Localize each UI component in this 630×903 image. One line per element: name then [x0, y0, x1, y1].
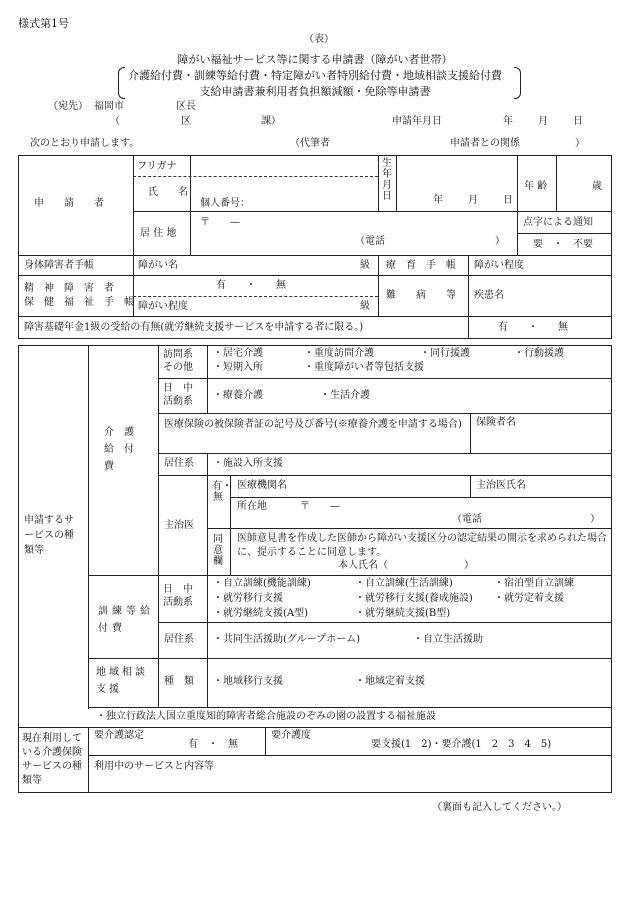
nanbyo-label: 難 病 等	[386, 290, 456, 301]
clinic-name-label: 医療機関名	[237, 480, 287, 491]
birth-month: 月	[468, 195, 478, 206]
furigana-label: フリガナ	[137, 161, 177, 172]
braille-options: 要 ・ 不要	[533, 239, 593, 250]
care-degree-label: 要介護度	[271, 730, 311, 741]
division-label: 課）	[261, 116, 281, 127]
braille-label: 点字による通知	[523, 217, 593, 228]
kunren-item-3: ・宿泊型自立訓練	[494, 578, 574, 589]
addressee-label: （宛先）	[48, 101, 88, 112]
pension-question: 障害基礎年金1級の受給の有無(就労継続支援サービスを申請する者に限る。)	[24, 322, 364, 333]
form-title-line2: 介護給付費・訓練等給付費・特定障がい者特別給付費・地域相談支援給付費	[128, 69, 502, 82]
date-year: 年	[503, 116, 513, 127]
age-unit: 歳	[592, 181, 602, 192]
homon-item-2: ・重度訪問介護	[304, 348, 374, 359]
age-label: 年 齢	[524, 181, 548, 192]
kunren-item-1: ・自立訓練(機能訓練)	[213, 578, 311, 589]
insurance-number-label: 医療保険の被保険者証の記号及び番号(※療養介護を申請する場合)	[164, 419, 462, 430]
mental-handbook-label: 精 神 障 害 者 保 健 福 祉 手 帳	[24, 283, 134, 308]
kunren-benefit-label: 訓練等給付費	[98, 606, 154, 634]
chiiki-shurui-label: 種 類	[164, 676, 194, 687]
city-name: 福岡市	[94, 101, 124, 112]
insurer-name-label: 保険者名	[476, 417, 516, 428]
care-degree-options: 要支援(1 2)・要介護(1 2 3 4 5)	[371, 739, 552, 750]
clinic-postal: 〒 —	[300, 501, 340, 512]
ryoiku-handbook-label: 療 育 手 帳	[386, 260, 456, 271]
disease-name-label: 疾患名	[474, 290, 504, 301]
physical-handbook-label: 身体障害者手帳	[24, 260, 94, 271]
relation-close-paren: ）	[575, 138, 585, 149]
care-nintei-yes-no: 有 ・ 無	[188, 739, 238, 750]
care-insurance-label: 現在利用している介護保険サービスの種類等	[22, 733, 82, 786]
ward-open-paren: （	[110, 116, 120, 127]
chiiki-label: 地域相談支援	[96, 667, 148, 695]
kunren-kyoju-item-2: ・自立生活援助	[413, 634, 483, 645]
homon-item-5: ・短期入所	[213, 362, 263, 373]
kyoju-item: ・施設入所支援	[213, 458, 283, 469]
date-month: 月	[538, 116, 548, 127]
homon-item-6: ・重度障がい者等包括支援	[304, 362, 424, 373]
pension-yes-no: 有 ・ 無	[498, 322, 568, 333]
homon-label: 訪問系 その他	[163, 349, 193, 373]
consent-text: 医師意見書を作成した医師から障がい支援区分の認定結果の開示を求められた場合に、提示することに同意します。	[237, 533, 607, 558]
signature-label: 本人氏名（	[338, 560, 388, 571]
homon-item-4: ・行動援護	[514, 348, 564, 359]
form-number: 様式第1号	[18, 17, 69, 30]
mental-degree-label: 障がい程度	[138, 301, 188, 312]
back-side-note: （裏面も記入してください。）	[432, 802, 567, 813]
doctor-yes-no: 有・無	[212, 481, 232, 503]
chiiki-item-2: ・地域定着支援	[355, 676, 425, 687]
ward-label: 区	[181, 116, 191, 127]
kunren-item-6: ・就労定着支援	[494, 593, 564, 604]
date-day: 日	[573, 116, 583, 127]
phone-label: （電話	[355, 236, 385, 247]
page-side-label: （表）	[304, 34, 334, 45]
id-number-label: 個人番号：	[200, 198, 250, 209]
clinic-location-label: 所在地	[237, 501, 267, 512]
postal-code: 〒 —	[200, 217, 240, 228]
kunren-kyoju-label: 居住系	[164, 634, 194, 645]
nicchu-item-2: ・生活介護	[320, 390, 370, 401]
application-date-label: 申請年月日	[392, 116, 442, 127]
kunren-item-4: ・就労移行支援	[213, 593, 283, 604]
disability-name-label: 障がい名	[138, 260, 178, 271]
mental-yes-no: 有 ・ 無	[216, 280, 286, 291]
form-title-line1: 障がい福祉サービス等に関する申請書（障がい者世帯）	[177, 53, 453, 66]
nicchu-item-1: ・療養介護	[213, 390, 263, 401]
birth-year: 年	[433, 195, 443, 206]
ward-mayor: 区長	[176, 101, 196, 112]
homon-item-1: ・居宅介護	[213, 348, 263, 359]
care-nintei-label: 要介護認定	[94, 730, 144, 741]
nicchu-label: 日 中 活動系	[163, 383, 193, 407]
disability-grade-unit: 級	[360, 260, 370, 271]
form-title-line3: 支給申請書兼利用者負担額減額・免除等申請書	[199, 85, 431, 98]
doctor-label: 主治医	[164, 520, 194, 531]
consent-label: 同意欄	[213, 534, 223, 567]
birth-day: 日	[503, 195, 513, 206]
relation-label: 申請者との関係	[450, 138, 520, 149]
current-services-label: 利用中のサービスと内容等	[94, 761, 214, 772]
doctor-name-label: 主治医氏名	[476, 480, 526, 491]
kunren-item-7: ・就労継続支援(A型)	[213, 608, 309, 619]
kunren-kyoju-item-1: ・共同生活援助(グループホーム)	[213, 634, 361, 645]
kunren-item-5: ・就労移行支援(養成施設)	[355, 593, 473, 604]
birthdate-label: 生年月日	[382, 158, 392, 202]
clinic-phone-label: （電話	[452, 514, 482, 525]
intro-text: 次のとおり申請します。	[30, 138, 140, 149]
ryoiku-degree-label: 障がい程度	[474, 260, 524, 271]
applicant-table	[18, 155, 612, 339]
phone-close-paren: ）	[495, 236, 505, 247]
name-label: 氏 名	[148, 187, 188, 198]
kunren-item-8: ・就労継続支援(B型)	[355, 608, 451, 619]
clinic-phone-close-paren: ）	[590, 514, 600, 525]
kunren-item-2: ・自立訓練(生活訓練)	[355, 578, 453, 589]
signature-close-paren: ）	[464, 560, 474, 571]
nozomi-facility: ・独立行政法人国立重度知的障害者総合施設のぞみの園の設置する福祉施設	[96, 711, 436, 722]
chiiki-item-1: ・地域移行支援	[213, 676, 283, 687]
proxy-writer-label: （代筆者	[290, 138, 330, 149]
service-types-label: 申請するサービスの種類等	[24, 515, 74, 556]
mental-grade-unit: 級	[360, 301, 370, 312]
kyoju-label: 居住系	[164, 458, 194, 469]
applicant-label: 申 請 者	[34, 198, 104, 209]
kunren-nicchu-label: 日 中 活動系	[163, 584, 193, 608]
homon-item-3: ・同行援護	[420, 348, 470, 359]
address-label: 居 住 地	[140, 228, 177, 239]
kaigo-benefit-label: 介護給付費	[104, 427, 144, 472]
